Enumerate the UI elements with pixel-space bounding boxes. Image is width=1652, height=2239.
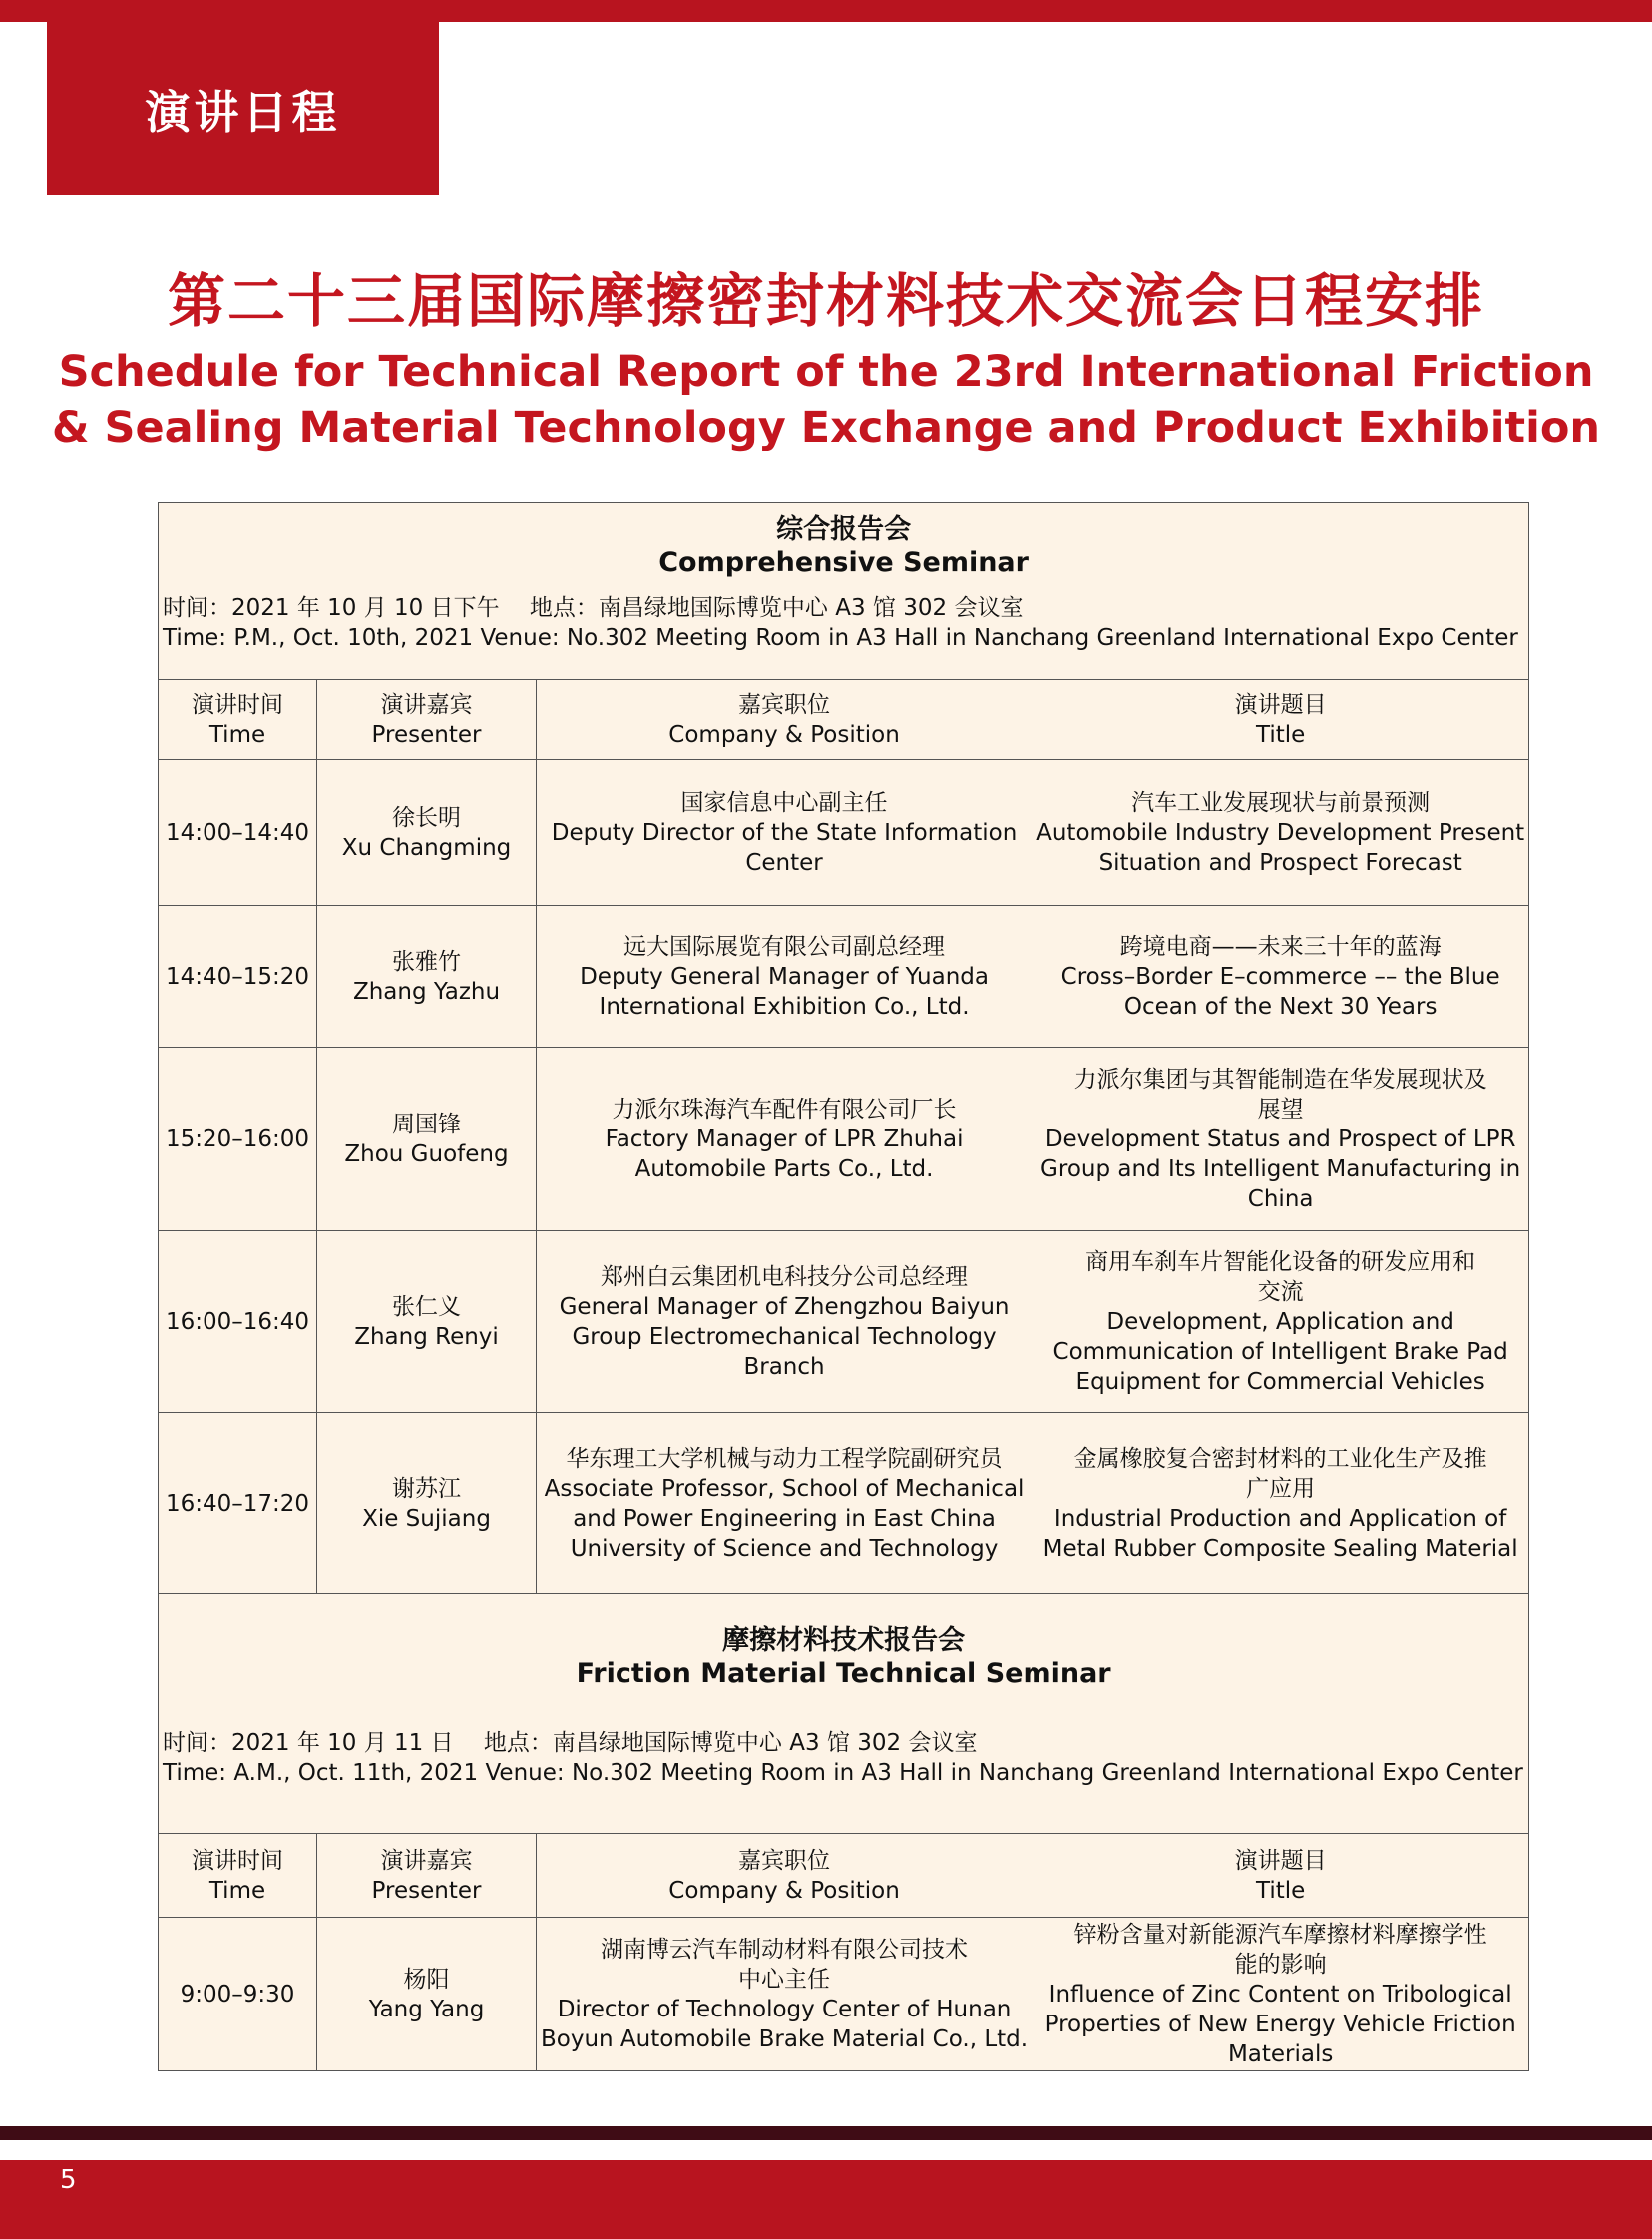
section-tab-label: 演讲日程	[145, 86, 341, 139]
seminar-name-en: Friction Material Technical Seminar	[576, 1658, 1111, 1689]
company-cell: 远大国际展览有限公司副总经理 Deputy General Manager of Yuanda International Exhibition Co., Ltd.	[537, 906, 1032, 1048]
time-cell: 9:00–9:30	[159, 1918, 317, 2071]
seminar-name-zh: 综合报告会	[776, 514, 912, 545]
column-header-presenter: 演讲嘉宾 Presenter	[317, 1834, 537, 1918]
seminar-info-en: Time: A.M., Oct. 11th, 2021 Venue: No.302 Meeting Room in A3 Hall in Nanchang Greenland International Expo Center	[163, 1760, 1523, 1786]
table-row	[159, 760, 1529, 906]
company-cell: 郑州白云集团机电科技分公司总经理 General Manager of Zhengzhou Baiyun Group Electromechanical Technology Branch	[537, 1231, 1032, 1413]
title-cell: 力派尔集团与其智能制造在华发展现状及 展望 Development Status and Prospect of LPR Group and Its Intelligent Manufacturing in China	[1032, 1048, 1529, 1231]
seminar-header-row	[159, 503, 1529, 680]
seminar-header	[159, 1594, 1529, 1834]
page-number: 5	[60, 2165, 77, 2195]
presenter-cell: 徐长明 Xu Changming	[317, 760, 537, 906]
table-row	[159, 1231, 1529, 1413]
time-cell: 16:40–17:20	[159, 1413, 317, 1594]
title-cell: 金属橡胶复合密封材料的工业化生产及推 广应用 Industrial Production and Application of Metal Rubber Composite Sealing Material	[1032, 1413, 1529, 1594]
title-cell: 商用车刹车片智能化设备的研发应用和 交流 Development, Application and Communication of Intelligent Brake Pad Equipment for Commercial Vehicles	[1032, 1231, 1529, 1413]
presenter-cell: 张雅竹 Zhang Yazhu	[317, 906, 537, 1048]
seminar-info-zh: 时间：2021 年 10 月 10 日下午 地点：南昌绿地国际博览中心 A3 馆 302 会议室	[163, 595, 1024, 621]
presenter-cell: 谢苏江 Xie Sujiang	[317, 1413, 537, 1594]
column-header-row	[159, 680, 1529, 760]
seminar-header-row	[159, 1594, 1529, 1834]
table-row	[159, 906, 1529, 1048]
company-cell: 华东理工大学机械与动力工程学院副研究员 Associate Professor, School of Mechanical and Power Engineering in East China University of Science and Technology	[537, 1413, 1032, 1594]
presenter-cell: 周国锋 Zhou Guofeng	[317, 1048, 537, 1231]
column-header-title: 演讲题目 Title	[1032, 1834, 1529, 1918]
presenter-cell: 张仁义 Zhang Renyi	[317, 1231, 537, 1413]
page-title-en-line1: Schedule for Technical Report of the 23rd International Friction	[58, 347, 1594, 397]
time-cell: 15:20–16:00	[159, 1048, 317, 1231]
title-cell: 汽车工业发展现状与前景预测 Automobile Industry Development Present Situation and Prospect Forecast	[1032, 760, 1529, 906]
column-header-time: 演讲时间 Time	[159, 680, 317, 760]
table-row	[159, 1413, 1529, 1594]
page-title-en-line2: & Sealing Material Technology Exchange and Product Exhibition	[52, 403, 1600, 453]
seminar-info	[163, 593, 1524, 653]
seminar-name-en: Comprehensive Seminar	[658, 547, 1029, 578]
table-row	[159, 1048, 1529, 1231]
seminar-info-zh: 时间：2021 年 10 月 11 日 地点：南昌绿地国际博览中心 A3 馆 302 会议室	[163, 1730, 978, 1756]
bottom-accent-line	[0, 2126, 1652, 2140]
column-header-company: 嘉宾职位 Company & Position	[537, 680, 1032, 760]
company-cell: 国家信息中心副主任 Deputy Director of the State Information Center	[537, 760, 1032, 906]
section-tab	[47, 22, 439, 195]
seminar-info-en: Time: P.M., Oct. 10th, 2021 Venue: No.302 Meeting Room in A3 Hall in Nanchang Greenland International Expo Center	[163, 625, 1518, 651]
column-header-title: 演讲题目 Title	[1032, 680, 1529, 760]
presenter-cell: 杨阳 Yang Yang	[317, 1918, 537, 2071]
page-title-en	[0, 344, 1652, 456]
schedule-table	[158, 502, 1529, 2071]
seminar-info	[163, 1728, 1524, 1788]
time-cell: 14:40–15:20	[159, 906, 317, 1048]
page-title-zh: 第二十三届国际摩擦密封材料技术交流会日程安排	[167, 267, 1484, 335]
column-header-presenter: 演讲嘉宾 Presenter	[317, 680, 537, 760]
title-cell: 锌粉含量对新能源汽车摩擦材料摩擦学性 能的影响 Influence of Zinc Content on Tribological Properties of New Energy Vehicle Friction Materials	[1032, 1918, 1529, 2071]
seminar-header	[159, 503, 1529, 680]
top-accent-bar	[0, 0, 1652, 22]
footer-bar	[0, 2160, 1652, 2239]
time-cell: 16:00–16:40	[159, 1231, 317, 1413]
seminar-name-zh: 摩擦材料技术报告会	[722, 1625, 966, 1656]
table-row	[159, 1918, 1529, 2071]
company-cell: 湖南博云汽车制动材料有限公司技术 中心主任 Director of Technology Center of Hunan Boyun Automobile Brake Material Co., Ltd.	[537, 1918, 1032, 2071]
time-cell: 14:00–14:40	[159, 760, 317, 906]
column-header-time: 演讲时间 Time	[159, 1834, 317, 1918]
company-cell: 力派尔珠海汽车配件有限公司厂长 Factory Manager of LPR Zhuhai Automobile Parts Co., Ltd.	[537, 1048, 1032, 1231]
title-cell: 跨境电商——未来三十年的蓝海 Cross–Border E–commerce –– the Blue Ocean of the Next 30 Years	[1032, 906, 1529, 1048]
column-header-company: 嘉宾职位 Company & Position	[537, 1834, 1032, 1918]
column-header-row	[159, 1834, 1529, 1918]
